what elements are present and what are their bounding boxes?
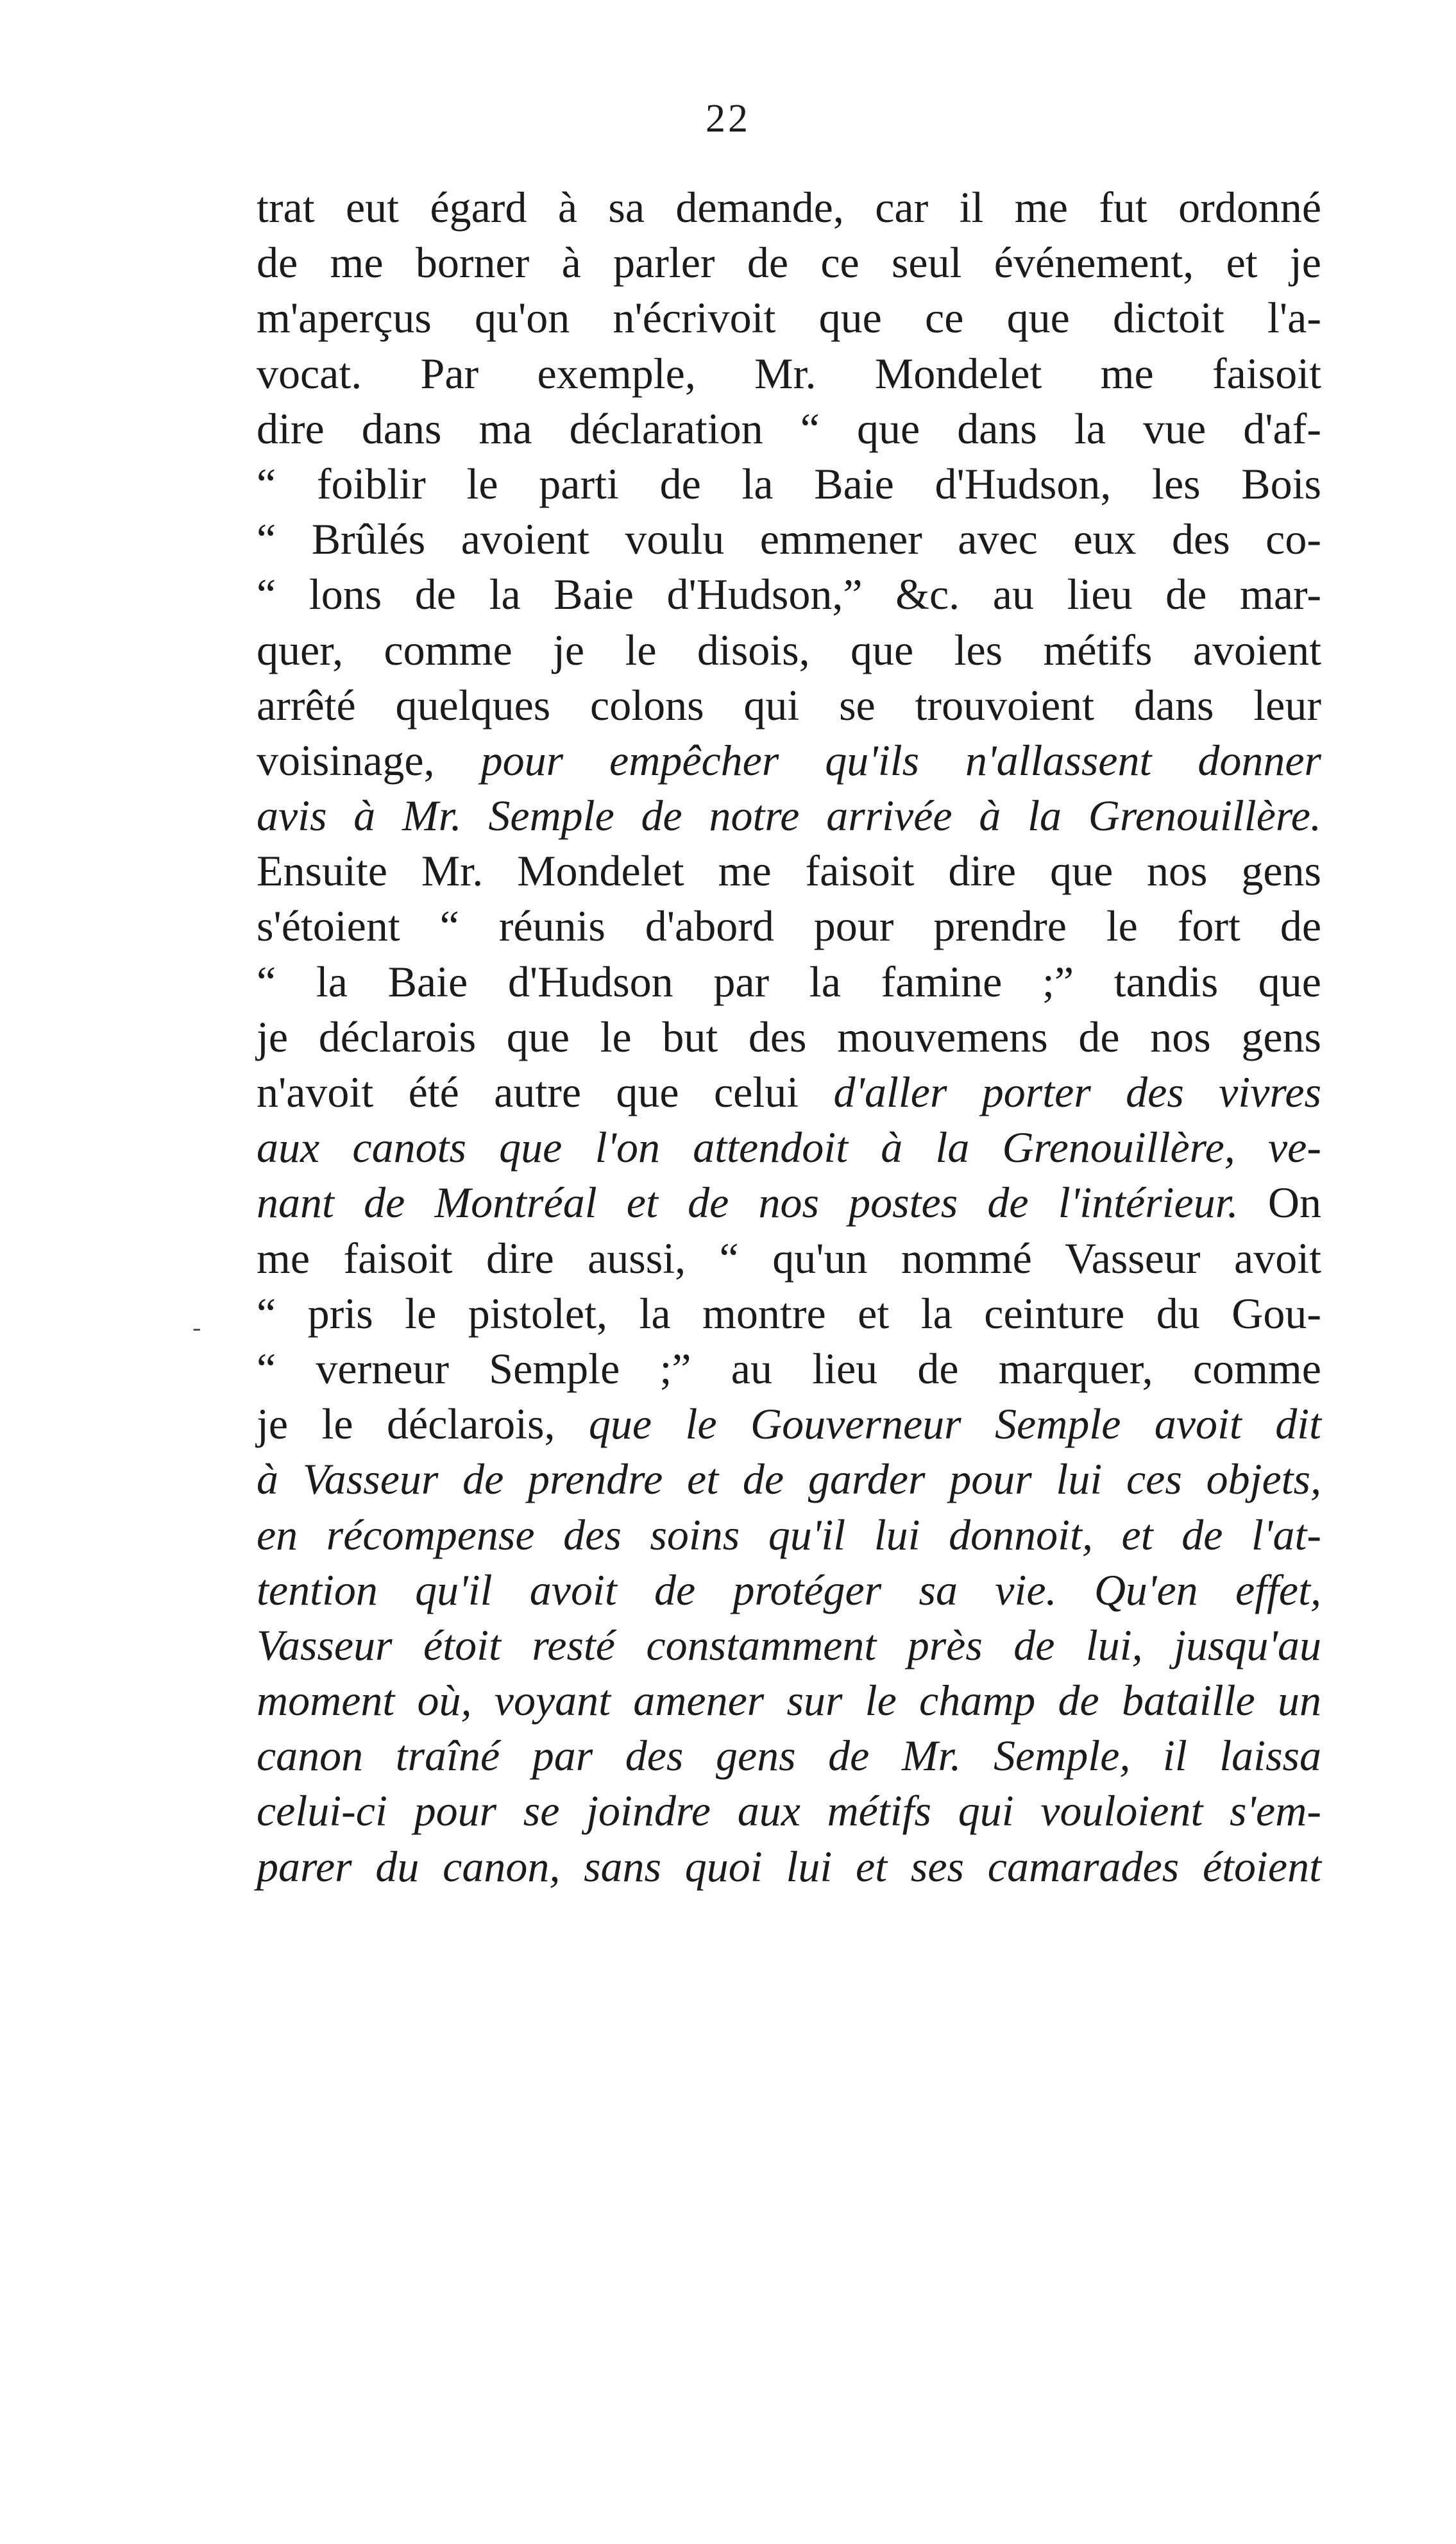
body-text <box>257 180 1321 1894</box>
roman-text: “ foiblir le parti de la Baie d'Hudson, les Bois <box>257 459 1321 508</box>
roman-text: Ensuite Mr. Mondelet me faisoit dire que nos gens <box>257 846 1321 896</box>
roman-text: me faisoit dire aussi, “ qu'un nommé Vasseur avoit <box>257 1233 1321 1283</box>
text-line <box>257 1009 1321 1064</box>
text-line <box>257 1175 1321 1230</box>
text-line <box>257 511 1321 567</box>
text-line <box>257 1341 1321 1396</box>
margin-mark: - <box>192 1313 201 1342</box>
roman-text: On <box>1238 1178 1321 1227</box>
italic-text: à Vasseur de prendre et de garder pour lui ces objets, <box>257 1455 1321 1504</box>
text-line <box>257 1618 1321 1673</box>
text-line <box>257 788 1321 843</box>
text-line <box>257 843 1321 898</box>
text-line <box>257 1728 1321 1783</box>
text-line <box>257 1562 1321 1618</box>
text-line <box>257 290 1321 345</box>
roman-text: de me borner à parler de ce seul événement, et je <box>257 238 1321 287</box>
roman-text: trat eut égard à sa demande, car il me fut ordonné <box>257 183 1321 232</box>
text-line <box>257 401 1321 456</box>
text-line <box>257 1064 1321 1120</box>
roman-text: “ pris le pistolet, la montre et la ceinture du Gou- <box>257 1288 1321 1338</box>
roman-text: “ lons de la Baie d'Hudson,” &c. au lieu de mar- <box>257 570 1321 619</box>
italic-text: d'aller porter des vivres <box>833 1068 1321 1116</box>
italic-text: parer du canon, sans quoi lui et ses camarades étoient <box>257 1841 1321 1891</box>
text-line <box>257 898 1321 953</box>
italic-text: nant de Montréal et de nos postes de l'intérieur. <box>257 1178 1239 1227</box>
text-line <box>257 678 1321 733</box>
italic-text: moment où, voyant amener sur le champ de bataille un <box>257 1676 1321 1725</box>
text-line <box>257 180 1321 235</box>
page-number: 22 <box>706 97 750 141</box>
text-line <box>257 1231 1321 1286</box>
italic-text: aux canots que l'on attendoit à la Grenouillère, ve- <box>257 1123 1321 1172</box>
roman-text: je déclarois que le but des mouvemens de nos gens <box>257 1012 1321 1061</box>
text-line <box>257 1396 1321 1451</box>
roman-text: “ la Baie d'Hudson par la famine ;” tandis que <box>257 957 1321 1006</box>
text-line <box>257 1120 1321 1175</box>
text-line <box>257 733 1321 788</box>
roman-text: quer, comme je le disois, que les métifs avoient <box>257 625 1321 674</box>
text-line <box>257 1507 1321 1562</box>
roman-text: n'avoit été autre que celui <box>257 1068 834 1116</box>
roman-text: je le déclarois, <box>257 1399 589 1449</box>
italic-text: que le Gouverneur Semple avoit dit <box>588 1399 1321 1449</box>
italic-text: Vasseur étoit resté constamment près de lui, jusqu'au <box>257 1620 1321 1669</box>
roman-text: vocat. Par exemple, Mr. Mondelet me faisoit <box>257 348 1321 398</box>
text-line <box>257 1839 1321 1894</box>
roman-text: “ verneur Semple ;” au lieu de marquer, comme <box>257 1344 1321 1393</box>
roman-text: dire dans ma déclaration “ que dans la vue d'af- <box>257 404 1321 453</box>
text-line <box>257 1783 1321 1838</box>
text-line <box>257 954 1321 1009</box>
italic-text: tention qu'il avoit de protéger sa vie. Qu'en effet, <box>257 1565 1321 1614</box>
text-line <box>257 567 1321 622</box>
italic-text: en récompense des soins qu'il lui donnoit, et de l'at- <box>257 1510 1321 1559</box>
text-line <box>257 235 1321 290</box>
text-line <box>257 1286 1321 1341</box>
roman-text: arrêté quelques colons qui se trouvoient dans leur <box>257 680 1321 730</box>
roman-text: m'aperçus qu'on n'écrivoit que ce que dictoit l'a- <box>257 293 1321 343</box>
text-line <box>257 346 1321 401</box>
text-line <box>257 622 1321 678</box>
italic-text: avis à Mr. Semple de notre arrivée à la Grenouillère. <box>257 791 1321 841</box>
roman-text: voisinage, <box>257 735 481 785</box>
roman-text: “ Brûlés avoient voulu emmener avec eux des co- <box>257 515 1321 564</box>
text-line <box>257 1451 1321 1507</box>
italic-text: canon traîné par des gens de Mr. Semple, il laissa <box>257 1731 1321 1780</box>
text-line <box>257 1673 1321 1728</box>
italic-text: celui-ci pour se joindre aux métifs qui vouloient s'em- <box>257 1786 1321 1836</box>
italic-text: pour empêcher qu'ils n'allassent donner <box>480 735 1321 785</box>
roman-text: s'étoient “ réunis d'abord pour prendre le fort de <box>257 901 1321 951</box>
text-line <box>257 456 1321 511</box>
